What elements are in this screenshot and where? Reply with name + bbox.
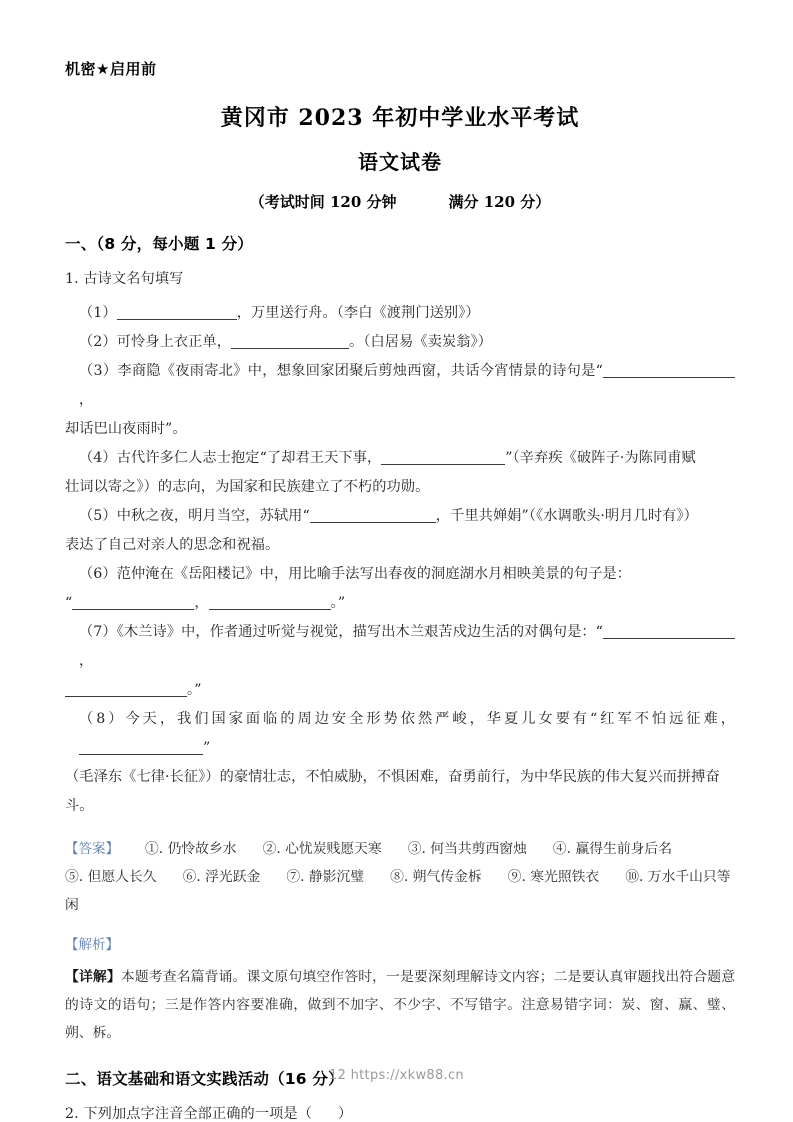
item-5-before: 中秋之夜，明月当空，苏轼用“: [116, 508, 310, 524]
item-5-label: （5）: [79, 508, 117, 524]
question-1-item-5-line2: 表达了自己对亲人的思念和祝福。: [65, 537, 280, 553]
question-1-item-8-line3: 斗。: [65, 798, 94, 814]
analysis-detail: [65, 963, 735, 1047]
question-1-item-2: [65, 328, 735, 357]
item-3-label: （3）: [79, 363, 118, 379]
question-2-number: 2.: [65, 1106, 79, 1122]
question-1-item-4: [65, 444, 735, 473]
item-1-after: ，万里送行舟。（李白《渡荆门送别》）: [236, 305, 480, 321]
answer-item-9: ⑨. 寒光照铁衣: [507, 869, 600, 885]
question-1-item-8: [65, 705, 735, 763]
question-1-item-7-line2: [65, 676, 735, 705]
answer-blank-1[interactable]: [117, 305, 237, 320]
item-6-text: 范仲淹在《岳阳楼记》中，用比喻手法写出春夜的洞庭湖水月相映美景的句子是：: [116, 566, 632, 582]
item-6-close: 。”: [330, 595, 346, 611]
answer-blank-3[interactable]: [603, 363, 735, 378]
item-8-before: 今天，我们国家面临的周边安全形势依然严峻，华夏儿女要有“红军不怕远征难，: [125, 711, 736, 727]
question-1-text: 古诗文名句填写: [83, 271, 184, 287]
answer-item-7: ⑦. 静影沉璧: [286, 869, 365, 885]
exam-full-marks: 满分 120 分）: [448, 193, 551, 211]
question-1-item-3-line2: 却话巴山夜雨时”。: [65, 421, 187, 437]
answer-item-8: ⑧. 朔气传金柝: [390, 869, 482, 885]
exam-meta: [65, 191, 735, 212]
question-1-stem: [65, 265, 735, 294]
question-1-item-6-line2: [65, 589, 735, 618]
item-7-label: （7）: [79, 624, 117, 640]
item-4-label: （4）: [79, 450, 117, 466]
item-6-label: （6）: [79, 566, 117, 582]
answer-item-3: ③. 何当共剪西窗烛: [407, 841, 527, 857]
answer-blank-6b[interactable]: [209, 595, 331, 610]
section-heading-one: 一、（8 分，每小题 1 分）: [65, 235, 254, 253]
page-title: 黄冈市 2023 年初中学业水平考试: [220, 105, 580, 131]
item-2-after: 。（白居易《卖炭翁》）: [349, 334, 492, 350]
question-1-item-6: [65, 560, 735, 589]
answer-blank-5[interactable]: [310, 508, 436, 523]
question-1-number: 1.: [65, 271, 79, 287]
item-7-after: ，: [79, 653, 94, 669]
answer-blank-7a[interactable]: [603, 624, 735, 639]
item-8-label: （8）: [79, 711, 126, 727]
confidential-notice: 机密★启用前: [65, 60, 157, 78]
item-1-label: （1）: [79, 305, 117, 321]
answer-blank-7b[interactable]: [65, 682, 187, 697]
analysis-tag: 【解析】: [65, 937, 119, 953]
question-1-item-7: [65, 618, 735, 676]
question-1-item-5: [65, 502, 735, 531]
section-heading-two: 二、语文基础和语文实践活动（16 分）: [65, 1070, 344, 1088]
exam-time: （考试时间 120 分钟: [249, 193, 397, 211]
page-content: [65, 58, 735, 1122]
item-2-before: 可怜身上衣正单，: [116, 334, 232, 350]
question-1-item-1: [65, 299, 735, 328]
question-1-item-3: [65, 357, 735, 415]
item-7-close: 。”: [187, 682, 202, 698]
answer-item-2: ②. 心忧炭贱愿天寒: [262, 841, 382, 857]
footer-watermark: 12 https://xkw88.cn: [329, 1068, 464, 1083]
analysis-tag-row: [65, 931, 735, 959]
question-1-item-8-line2: （毛泽东《七律·长征》）的豪情壮志，不怕威胁，不惧困难，奋勇前行，为中华民族的伟大复兴而拼搏奋: [65, 769, 720, 785]
answer-blank-4[interactable]: [381, 450, 505, 465]
answer-item-1: ①. 仍怜故乡水: [145, 841, 237, 857]
answer-item-4: ④. 赢得生前身后名: [552, 841, 673, 857]
answer-block: [65, 835, 735, 919]
answer-blank-2[interactable]: [231, 334, 349, 349]
item-3-after: ，: [79, 392, 94, 408]
analysis-detail-label: 【详解】: [65, 969, 121, 985]
answer-item-10: ⑩. 万水千山只等闲: [65, 869, 731, 913]
question-1-item-4-line2: 壮词以寄之》）的志向，为国家和民族建立了不朽的功勋。: [65, 479, 430, 495]
item-6-mid: ，: [194, 595, 209, 611]
item-2-label: （2）: [79, 334, 117, 350]
question-2-stem: [65, 1100, 735, 1122]
analysis-detail-text: 本题考查名篇背诵。课文原句填空作答时，一是要深刻理解诗文内容；二是要认真审题找出符合题意的诗文的语句；三是作答内容要准确，做到不加字、不少字、不写错字。注意易错字词：炭、窗、赢、璧、朔、柝。: [65, 969, 736, 1041]
answer-tag: 【答案】: [65, 841, 119, 857]
question-2-text: 下列加点字注音全部正确的一项是（: [83, 1106, 312, 1122]
item-8-after: ”: [203, 740, 211, 756]
item-7-before: 《木兰诗》中，作者通过听觉与视觉，描写出木兰艰苦戍边生活的对偶句是：“: [116, 624, 604, 640]
item-4-after: ”（辛弃疾《破阵子·为陈同甫赋: [505, 450, 696, 466]
item-4-before: 古代许多仁人志士抱定“了却君王天下事，: [116, 450, 382, 466]
item-6-quote-open: “: [65, 595, 73, 611]
answer-item-5: ⑤. 但愿人长久: [65, 869, 157, 885]
item-3-before: 李商隐《夜雨寄北》中，想象回家团聚后剪烛西窗，共话今宵情景的诗句是“: [117, 363, 604, 379]
answer-blank-8[interactable]: [79, 740, 203, 755]
question-2-text-close: ）: [337, 1106, 353, 1122]
item-5-after: ，千里共婵娟”（《水调歌头·明月几时有》）: [435, 508, 698, 524]
page-subtitle: 语文试卷: [358, 150, 442, 174]
answer-blank-6a[interactable]: [72, 595, 194, 610]
answer-item-6: ⑥. 浮光跃金: [182, 869, 261, 885]
